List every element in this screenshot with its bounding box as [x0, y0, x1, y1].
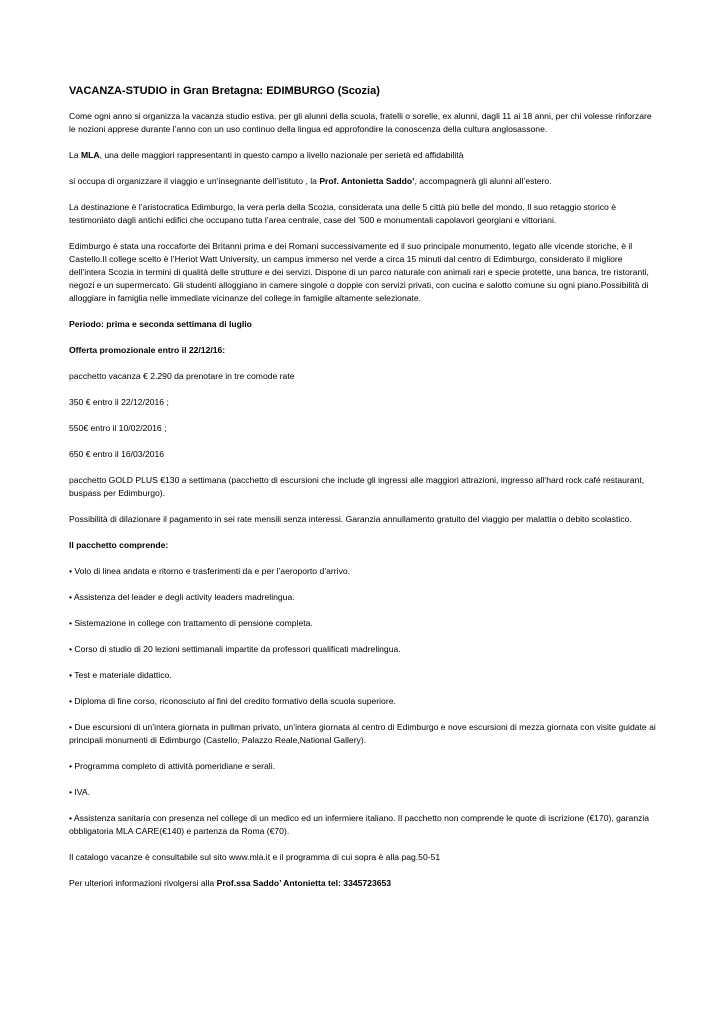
organizer-text-pre: si occupa di organizzare il viaggio e un’insegnante dell’istituto , la	[69, 176, 320, 186]
contact-text-pre: Per ulteriori informazioni rivolgersi alla	[69, 878, 217, 888]
document-title: VACANZA-STUDIO in Gran Bretagna: EDIMBURGO (Scozia)	[69, 85, 380, 97]
list-item: • IVA.	[69, 787, 90, 797]
includes-heading-text: Il pacchetto comprende:	[69, 540, 169, 550]
offer-text: Offerta promozionale entro il 22/12/16:	[69, 345, 226, 355]
list-item: • Test e materiale didattico.	[69, 670, 172, 680]
period-text: Periodo: prima e seconda settimana di luglio	[69, 319, 252, 329]
package-price: pacchetto vacanza € 2.290 da prenotare in tre comode rate	[69, 371, 295, 381]
mla-paragraph	[69, 149, 657, 162]
mla-text-post: , una delle maggiori rappresentanti in questo campo a livello nazionale per serietà ed affidabilità	[99, 150, 464, 160]
catalog-paragraph: Il catalogo vacanze è consultabile sul sito www.mla.it e il programma di cui sopra è alla pag.50-51	[69, 852, 441, 862]
rate-3: 650 € entro il 16/03/2016	[69, 449, 165, 459]
document-page	[69, 84, 657, 903]
mla-text-pre: La	[69, 150, 81, 160]
organizer-text-post: , accompagnerà gli alunni all’estero.	[414, 176, 552, 186]
offer-heading	[69, 344, 657, 357]
list-item: • Assistenza sanitaria con presenza nel college di un medico ed un infermiere italiano. Il pacchetto non comprende le quote di iscrizione (€170), garanzia obbligatoria MLA CARE(€140) e partenza da Roma (€70).	[69, 813, 650, 836]
college-paragraph: Edimburgo è stata una roccaforte dei Britanni prima e dei Romani successivamente ed il suo principale monumento, legato alle vicende storiche, è il Castello.Il college scelto è l’Heriot Watt University, un campus immerso nel verde a circa 15 minuti dal centro di Edimburgo, considerato il migliore dell’intera Scozia in termini di qualità delle strutture e dei servizi. Dispone di un parco naturale con animali rari e specie protette, una banca, tre ristoranti, negozi e un supermercato. Gli studenti alloggiano in camere singole o doppie con servizi privati, con cucina e salotto comune su ogni piano.Possibilità di alloggiare in famiglia nelle immediate vicinanze del college in famiglie altamente selezionate.	[69, 241, 649, 303]
payment-paragraph: Possibilità di dilazionare il pagamento in sei rate mensili senza interessi. Garanzia annullamento gratuito del viaggio per malattia o debito scolastico.	[69, 514, 632, 524]
includes-heading	[69, 539, 657, 552]
rate-2: 550€ entro il 10/02/2016 ;	[69, 423, 167, 433]
destination-paragraph: La destinazione è l’aristocratica Edimburgo, la vera perla della Scozia, considerata una delle 5 città più belle del mondo. Il suo retaggio storico è testimoniato dagli antichi edifici che occupano tutta l’area centrale, case del ’500 e monumentali capolavori georgiani e vittoriani.	[69, 202, 616, 225]
list-item: • Due escursioni di un’intera giornata in pullman privato, un’intera giornata al centro di Edimburgo e nove escursioni di mezza giornata con visite guidate ai principali monumenti di Edimburgo (Castello, Palazzo Reale,National Gallery).	[69, 722, 656, 745]
organizer-name: Prof. Antonietta Saddo’	[319, 176, 415, 186]
list-item: • Corso di studio di 20 lezioni settimanali impartite da professori qualificati madrelingua.	[69, 644, 401, 654]
list-item: • Volo di linea andata e ritorno e trasferimenti da e per l’aeroporto d’arrivo.	[69, 566, 351, 576]
list-item: • Programma completo di attività pomeridiane e serali.	[69, 761, 276, 771]
intro-paragraph: Come ogni anno si organizza la vacanza studio estiva. per gli alunni della scuola, fratelli o sorelle, ex alunni, dagli 11 ai 18 anni, per chi volesse rinforzare le nozioni apprese durante l’anno con un uso continuo della lingua ed approfondire la conoscenza della cultura anglosassone.	[69, 111, 652, 134]
list-item: • Assistenza del leader e degli activity leaders madrelingua.	[69, 592, 295, 602]
period-heading	[69, 318, 657, 331]
rate-1: 350 € entro il 22/12/2016 ;	[69, 397, 169, 407]
mla-name: MLA	[80, 150, 100, 160]
gold-plus-paragraph: pacchetto GOLD PLUS €130 a settimana (pacchetto di escursioni che include gli ingressi alle maggiori attrazioni, ingresso all’hard rock café restaurant, buspass per Edimburgo).	[69, 475, 645, 498]
list-item: • Diploma di fine corso, riconosciuto ai fini del credito formativo della scuola superiore.	[69, 696, 396, 706]
contact-name-phone: Prof.ssa Saddo’ Antonietta tel: 3345723653	[216, 878, 392, 888]
contact-paragraph	[69, 877, 657, 890]
organizer-paragraph	[69, 175, 657, 188]
list-item: • Sistemazione in college con trattamento di pensione completa.	[69, 618, 313, 628]
